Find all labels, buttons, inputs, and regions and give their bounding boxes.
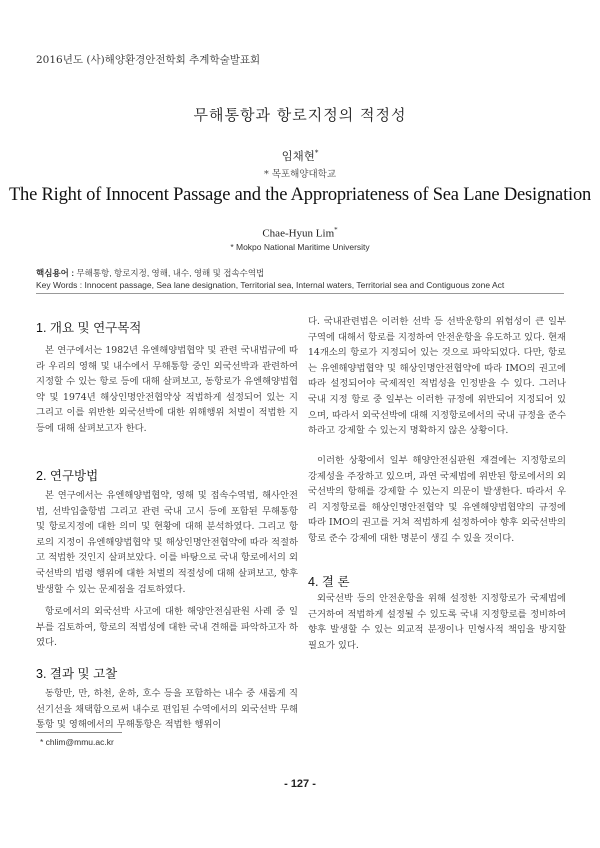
section-4-body: 외국선박 등의 안전운항을 위해 설정한 지정항로가 국제법에 근거하여 적법하게 설정될 수 있도록 국내 지정항로를 정비하여 향후 발생할 수 있는 외교적 분쟁이나 민형사적 책임을 방지할 필요가 있다. bbox=[308, 593, 566, 651]
footnote-divider bbox=[36, 732, 122, 733]
section-2-title: 2. 연구방법 bbox=[36, 469, 99, 483]
section-4-title: 4. 결 론 bbox=[308, 575, 350, 589]
keywords-ko-label: 핵심용어 : bbox=[36, 268, 75, 278]
section-3-continued: 다. 국내관련법은 이러한 선박 등 선박운항의 위험성이 큰 일부 구역에 대해서 항로를 지정하여 안전운항을 유도하고 있다. 현재 14개소의 항로가 지정되어 있는 것으로 파악되었다. 다만, 항로는 유엔해양법협약 및 해상인명안전협약에 따라 IMO의 권고에 따라 설정되어야 국제적인 적법성을 인정받을 수 있다. 그러나 국내 지정 항로 중 일부는 이러한 규정에 위반되어 지정되어 있으며, 따라서 외국선박에 대해 지정항로에서의 국내 규정을 준수하라고 강제할 수 있는지 명확하지 않은 상황이다. bbox=[308, 316, 566, 437]
keywords-en-text: Innocent passage, Sea lane designation, Territorial sea, Internal waters, Territorial sea and Contiguous zone Act bbox=[84, 280, 505, 290]
author-mark-ko: * bbox=[314, 149, 319, 158]
footnote-email: * chlim@mmu.ac.kr bbox=[40, 737, 114, 747]
section-3-body: 동항만, 만, 하천, 운하, 호수 등을 포함하는 내수 중 새롭게 직선기선을 채택함으로써 내수로 편입된 수역에서의 외국선박 무해통항 및 영해에서의 무해통항은 적법한 행위이 bbox=[36, 688, 298, 731]
keywords-korean bbox=[36, 267, 264, 279]
author-name-ko: 임채현 bbox=[281, 149, 315, 163]
author-mark-en: * bbox=[334, 226, 338, 234]
page-number: - 127 - bbox=[284, 778, 316, 790]
english-title: The Right of Innocent Passage and the Appropriateness of Sea Lane Designation bbox=[8, 185, 592, 205]
section-2-body-2: 항로에서의 외국선박 사고에 대한 해양안전심판원 사례 중 일부를 검토하여, 항로의 적법성에 대한 국내 견해를 파악하고자 하였다. bbox=[36, 606, 298, 649]
author-name-en: Chae-Hyun Lim bbox=[262, 227, 335, 240]
conference-header: 2016년도 (사)해양환경안전학회 추계학술발표회 bbox=[36, 54, 261, 66]
header-divider bbox=[36, 293, 564, 294]
section-3-body-2: 이러한 상황에서 일부 해양안전심판원 재결에는 지정항로의 강제성을 주장하고 있으며, 과연 국제법에 위반된 항로에서의 외국선박의 항해를 강제할 수 있는지 의문이 발생한다. 따라서 우리 지정항로를 해상인명안전협약 및 유엔해양법협약의 규정에 따라 IMO의 권고를 거쳐 적법하게 설정하여야 향후 외국선박의 항로 준수 강제에 대한 명분이 생길 수 있을 것이다. bbox=[308, 455, 566, 544]
section-1-body: 본 연구에서는 1982년 유엔해양법협약 및 관련 국내법규에 따라 우리의 영해 및 내수에서 무해통항 중인 외국선박과 관련하여 지정할 수 있는 항로 등에 대해 살펴보고, 동항로가 유엔해양법협약 및 1974년 해상인명안전협약상 적법하게 설정되어 있는 지 그리고 이를 위반한 외국선박에 대한 위해행위 처벌이 적법한 지 등에 대해 살펴보고자 한다. bbox=[36, 345, 298, 434]
korean-title: 무해통항과 항로지정의 적정성 bbox=[193, 106, 407, 124]
korean-affiliation: * 목포해양대학교 bbox=[263, 169, 336, 180]
english-affiliation: * Mokpo National Maritime University bbox=[230, 242, 370, 252]
english-author bbox=[0, 226, 600, 240]
keywords-ko-text: 무해통항, 항로지정, 영해, 내수, 영해 및 접속수역법 bbox=[76, 268, 265, 278]
korean-author bbox=[0, 148, 600, 164]
keywords-en-label: Key Words : bbox=[36, 280, 83, 290]
keywords-english bbox=[36, 280, 504, 290]
section-3-title: 3. 결과 및 고찰 bbox=[36, 667, 118, 681]
section-2-body: 본 연구에서는 유엔해양법협약, 영해 및 접속수역법, 해사안전법, 선박입출항법 그리고 관련 국내 고시 등에 포함된 무해통항 및 항로지정에 대한 의미 및 현황에 대해 분석하였다. 그리고 항로의 지정이 유엔해양법협약 및 해상인명안전협약에 따라 적절하고 적법한 것인지 살펴보았다. 이를 바탕으로 국내 항로에서의 외국선박의 법령 행위에 대한 처벌의 적절성에 대해 살펴보고, 향후 발생할 수 있는 문제점을 검토하였다. bbox=[36, 490, 298, 595]
section-1-title: 1. 개요 및 연구목적 bbox=[36, 321, 142, 335]
